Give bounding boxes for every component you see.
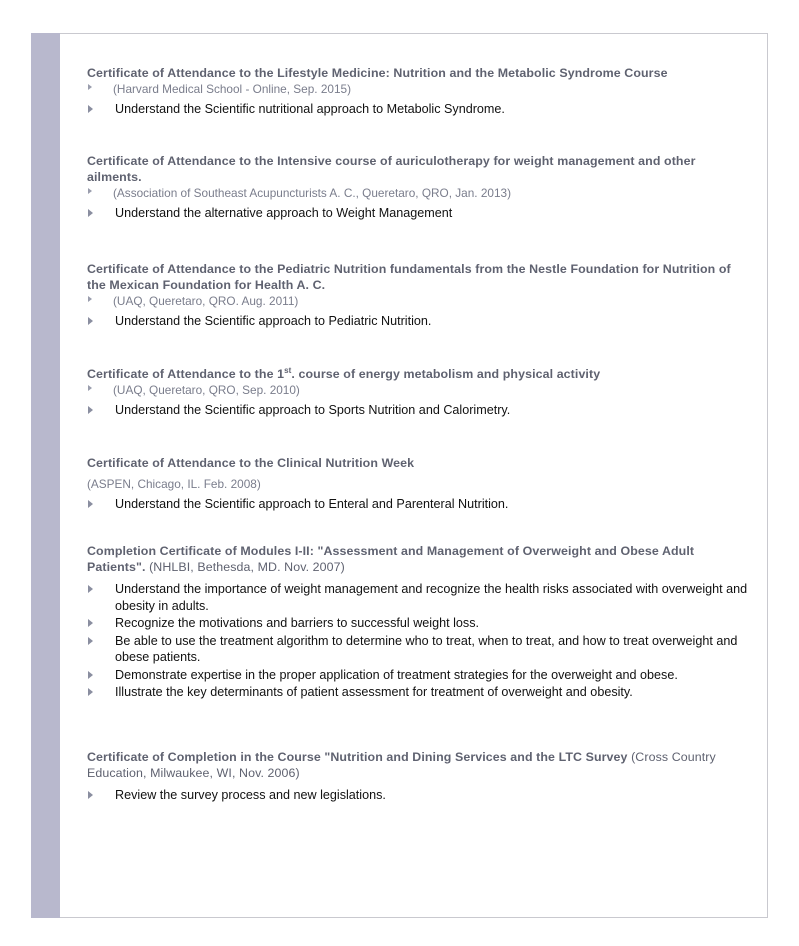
certificate-title: Certificate of Attendance to the Intensive course of auriculotherapy for weight management and other ailments. (87, 154, 696, 184)
learning-point: Demonstrate expertise in the proper application of treatment strategies for the overweight and obese. (87, 667, 752, 684)
bullet-arrow-icon (88, 637, 93, 645)
bullet-arrow-icon (88, 619, 93, 627)
bullet-arrow-icon (88, 317, 93, 325)
certificate-title: Certificate of Attendance to the Lifestyle Medicine: Nutrition and the Metabolic Syndrome Course (87, 66, 668, 80)
bullet-arrow-icon (88, 688, 93, 696)
certificate-title: Certificate of Attendance to the 1st. course of energy metabolism and physical activity (87, 365, 601, 381)
certificate-source: (Harvard Medical School - Online, Sep. 2015) (87, 81, 752, 97)
certificate-source: (UAQ, Queretaro, QRO. Aug. 2011) (87, 293, 752, 309)
bullet-arrow-icon (88, 385, 92, 391)
certificate-title: Completion Certificate of Modules I-II: "Assessment and Management of Overweight and Obese Adult Patients". (NHLBI, Bethesda, MD. Nov. 2007) (87, 544, 695, 574)
page-side-bar (31, 33, 60, 918)
learning-point: Be able to use the treatment algorithm to determine who to treat, when to treat, and how to treat overweight and obese patients. (87, 633, 752, 666)
learning-point: Illustrate the key determinants of patient assessment for treatment of overweight and obesity. (87, 684, 752, 701)
certificate-entry (87, 261, 752, 330)
certificate-title: Certificate of Attendance to the Pediatric Nutrition fundamentals from the Nestle Foundation for Nutrition of the Mexican Foundation for Health A. C. (87, 262, 731, 292)
certificate-entry (87, 153, 752, 222)
certificate-entry (87, 543, 752, 701)
bullet-arrow-icon (88, 296, 92, 302)
bullet-arrow-icon (88, 209, 93, 217)
certificate-entry (87, 455, 752, 513)
bullet-arrow-icon (88, 671, 93, 679)
learning-point: Understand the Scientific approach to Pediatric Nutrition. (87, 313, 752, 330)
bullet-arrow-icon (88, 791, 93, 799)
bullet-arrow-icon (88, 105, 93, 113)
certificate-title: Certificate of Completion in the Course "Nutrition and Dining Services and the LTC Survey (Cross Country Education, Milwaukee, WI, Nov. 2006) (87, 750, 716, 780)
learning-point: Understand the Scientific approach to Enteral and Parenteral Nutrition. (87, 496, 752, 513)
learning-point: Recognize the motivations and barriers to successful weight loss. (87, 615, 752, 632)
certificate-entry (87, 366, 752, 419)
certificate-entry (87, 749, 752, 804)
certificate-source: (UAQ, Queretaro, QRO, Sep. 2010) (87, 382, 752, 398)
bullet-arrow-icon (88, 500, 93, 508)
learning-point: Understand the Scientific approach to Sports Nutrition and Calorimetry. (87, 402, 752, 419)
learning-point: Review the survey process and new legislations. (87, 787, 752, 804)
bullet-arrow-icon (88, 84, 92, 90)
learning-point: Understand the importance of weight management and recognize the health risks associated with overweight and obesity in adults. (87, 581, 752, 614)
certificate-source: (Association of Southeast Acupuncturists A. C., Queretaro, QRO, Jan. 2013) (87, 185, 752, 201)
learning-point: Understand the alternative approach to Weight Management (87, 205, 752, 222)
certificate-source: (ASPEN, Chicago, IL. Feb. 2008) (87, 477, 261, 491)
learning-point: Understand the Scientific nutritional approach to Metabolic Syndrome. (87, 101, 752, 118)
bullet-arrow-icon (88, 188, 92, 194)
certificate-title: Certificate of Attendance to the Clinical Nutrition Week (87, 456, 415, 470)
bullet-arrow-icon (88, 406, 93, 414)
bullet-arrow-icon (88, 585, 93, 593)
certificate-entry (87, 65, 752, 118)
